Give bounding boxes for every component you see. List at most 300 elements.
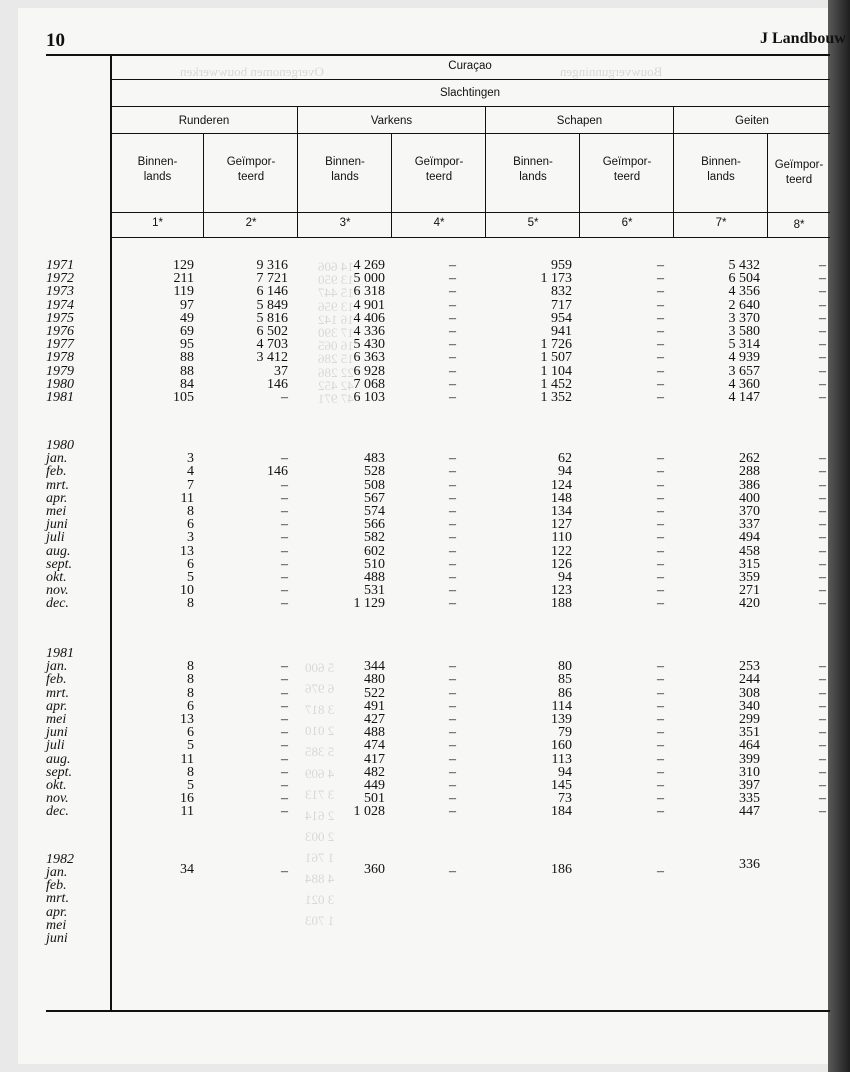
cell-varkens-binnenlands: 417 [364, 751, 385, 767]
bleed-through-number: 13 950 [318, 272, 354, 288]
cell-runderen-geimporteerd: 4 703 [256, 337, 288, 353]
cell-runderen-geimporteerd: – [281, 543, 288, 559]
cell-geiten-binnenlands: 337 [739, 517, 760, 533]
row-label-year: 1976 [46, 324, 74, 339]
subheader-binnenlands: Binnen- lands [137, 156, 178, 183]
cell-geiten-geimporteerd: – [819, 543, 826, 559]
cell-runderen-geimporteerd: 7 721 [256, 271, 288, 287]
cell-varkens-geimporteerd: – [449, 271, 456, 287]
cell-geiten-geimporteerd: – [819, 477, 826, 493]
bottom-rule [46, 1010, 830, 1012]
cell-schapen-binnenlands: 62 [558, 451, 572, 467]
cell-runderen-binnenlands: 3 [187, 451, 194, 467]
cell-geiten-geimporteerd: – [819, 791, 826, 807]
cell-schapen-binnenlands: 113 [551, 751, 572, 767]
cell-schapen-binnenlands: 73 [558, 791, 572, 807]
row-label-year: 1979 [46, 363, 74, 379]
cell-schapen-geimporteerd: – [657, 490, 664, 506]
cell-schapen-geimporteerd: – [657, 659, 664, 675]
cell-runderen-binnenlands: 5 [187, 738, 194, 754]
cell-runderen-geimporteerd: 6 146 [256, 284, 288, 300]
bleed-through-number: 2 003 [305, 828, 335, 844]
cell-schapen-geimporteerd: – [657, 350, 664, 366]
cell-runderen-geimporteerd: – [281, 712, 288, 727]
row-label-month: aug. [46, 751, 71, 767]
cell-geiten-geimporteerd: – [819, 451, 826, 467]
cell-varkens-geimporteerd: – [449, 556, 456, 572]
cell-runderen-geimporteerd: 146 [267, 376, 288, 392]
cell-geiten-geimporteerd: – [819, 271, 826, 287]
cell-geiten-binnenlands: 5 314 [728, 337, 760, 353]
cell-runderen-geimporteerd: – [281, 504, 288, 519]
cell-schapen-geimporteerd: – [657, 864, 664, 879]
cell-schapen-binnenlands: 959 [551, 258, 572, 273]
cell-schapen-binnenlands: 188 [551, 596, 572, 612]
cell-runderen-binnenlands: 5 [187, 778, 194, 793]
cell-runderen-geimporteerd: – [281, 764, 288, 780]
cell-schapen-binnenlands: 94 [558, 570, 572, 585]
cell-schapen-geimporteerd: – [657, 791, 664, 807]
row-label-month: dec. [46, 596, 69, 612]
cell-varkens-geimporteerd: – [449, 804, 456, 820]
cell-schapen-geimporteerd: – [657, 698, 664, 714]
cell-varkens-geimporteerd: – [449, 751, 456, 767]
row-label-year: 1981 [46, 390, 74, 405]
cell-schapen-geimporteerd: – [657, 672, 664, 688]
bleed-through-number: 16 065 [318, 338, 354, 354]
cell-varkens-geimporteerd: – [449, 284, 456, 300]
cell-schapen-geimporteerd: – [657, 271, 664, 287]
cell-geiten-geimporteerd: – [819, 376, 826, 392]
cell-schapen-binnenlands: 832 [551, 284, 572, 300]
cell-varkens-geimporteerd: – [449, 725, 456, 741]
cell-geiten-binnenlands: 335 [739, 791, 760, 807]
cell-runderen-binnenlands: 4 [187, 464, 194, 480]
cell-geiten-geimporteerd: – [819, 804, 826, 820]
subheader-rule [110, 212, 830, 213]
header-bottom-rule [110, 237, 830, 238]
cell-runderen-binnenlands: 8 [187, 596, 194, 612]
row-label-year: 1978 [46, 350, 74, 366]
cell-runderen-binnenlands: 7 [187, 477, 194, 493]
cell-varkens-binnenlands: 483 [364, 451, 385, 467]
cell-geiten-binnenlands: 447 [739, 804, 760, 820]
cell-schapen-geimporteerd: – [657, 258, 664, 273]
row-label-month: feb. [46, 878, 67, 894]
group-header-schapen: Schapen [556, 115, 603, 127]
cell-geiten-binnenlands: 3 370 [728, 310, 760, 326]
cell-runderen-geimporteerd: 146 [267, 464, 288, 480]
cell-geiten-geimporteerd: – [819, 596, 826, 612]
cell-varkens-binnenlands: 6 318 [353, 284, 385, 300]
column-number: 4* [433, 217, 445, 229]
cell-runderen-geimporteerd: 9 316 [256, 258, 288, 273]
cell-geiten-geimporteerd: – [819, 337, 826, 353]
cell-varkens-binnenlands: 1 028 [353, 804, 385, 820]
cell-runderen-binnenlands: 211 [173, 271, 194, 287]
cell-runderen-geimporteerd: 5 816 [256, 310, 288, 326]
cell-runderen-binnenlands: 88 [180, 350, 194, 366]
cell-geiten-binnenlands: 400 [739, 490, 760, 506]
cell-schapen-geimporteerd: – [657, 556, 664, 572]
cell-geiten-binnenlands: 359 [739, 570, 760, 585]
cell-schapen-binnenlands: 80 [558, 659, 572, 675]
cell-geiten-binnenlands: 399 [739, 751, 760, 767]
cell-schapen-binnenlands: 139 [551, 712, 572, 727]
cell-varkens-geimporteerd: – [449, 530, 456, 546]
cell-runderen-geimporteerd: – [281, 804, 288, 820]
cell-schapen-geimporteerd: – [657, 517, 664, 533]
cell-geiten-geimporteerd: – [819, 297, 826, 313]
cell-schapen-binnenlands: 85 [558, 672, 572, 688]
bleed-through-number: 42 452 [318, 377, 354, 393]
column-number: 2* [245, 217, 257, 229]
block-year-label: 1982 [46, 852, 74, 867]
cell-schapen-geimporteerd: – [657, 570, 664, 585]
bleed-through-heading: Overgenomen bouwwerken [180, 64, 324, 79]
cell-schapen-binnenlands: 1 726 [540, 337, 572, 353]
cell-geiten-binnenlands: 464 [739, 738, 760, 754]
cell-runderen-geimporteerd: – [281, 864, 288, 879]
cell-schapen-binnenlands: 110 [551, 530, 572, 546]
cell-runderen-binnenlands: 49 [180, 310, 194, 326]
cell-runderen-binnenlands: 16 [180, 791, 194, 807]
row-label-year: 1974 [46, 297, 74, 313]
cell-runderen-binnenlands: 105 [173, 390, 194, 405]
cell-schapen-geimporteerd: – [657, 376, 664, 392]
cell-runderen-geimporteerd: – [281, 685, 288, 701]
cell-geiten-binnenlands: 262 [739, 451, 760, 467]
cell-geiten-geimporteerd: – [819, 490, 826, 506]
cell-schapen-binnenlands: 94 [558, 764, 572, 780]
cell-varkens-geimporteerd: – [449, 363, 456, 379]
bleed-through-heading: Bouwvergunningen [560, 64, 663, 79]
subheader-geimporteerd: Geïmpor- teerd [414, 156, 464, 183]
row-label-month: juli [46, 738, 65, 754]
row-label-month: nov. [46, 583, 69, 599]
bleed-through-number: 2 010 [305, 723, 335, 739]
bleed-through-number: 3 713 [305, 786, 335, 802]
cell-runderen-binnenlands: 6 [187, 556, 194, 572]
cell-geiten-binnenlands: 494 [739, 530, 760, 546]
cell-geiten-binnenlands: 308 [739, 685, 760, 701]
bleed-through-number: 2 614 [305, 807, 335, 823]
cell-runderen-geimporteerd: – [281, 490, 288, 506]
cell-geiten-geimporteerd: – [819, 284, 826, 300]
row-label-month: mei [46, 504, 67, 519]
cell-runderen-geimporteerd: – [281, 672, 288, 688]
cell-schapen-geimporteerd: – [657, 363, 664, 379]
cell-varkens-geimporteerd: – [449, 258, 456, 273]
row-label-month: apr. [46, 904, 68, 920]
cell-varkens-binnenlands: 522 [364, 685, 385, 701]
page-number: 10 [46, 30, 65, 51]
cell-runderen-binnenlands: 119 [173, 284, 194, 300]
cell-schapen-geimporteerd: – [657, 530, 664, 546]
cell-schapen-geimporteerd: – [657, 725, 664, 741]
cell-varkens-binnenlands: 501 [364, 791, 385, 807]
cell-geiten-binnenlands: 3 580 [728, 324, 760, 339]
cell-varkens-geimporteerd: – [449, 864, 456, 879]
cell-geiten-binnenlands: 2 640 [728, 297, 760, 313]
cell-schapen-geimporteerd: – [657, 738, 664, 754]
cell-geiten-binnenlands: 420 [739, 596, 760, 612]
column-number: 3* [339, 217, 351, 229]
cell-schapen-binnenlands: 184 [551, 804, 572, 820]
cell-varkens-binnenlands: 5 430 [353, 337, 385, 353]
cell-varkens-binnenlands: 449 [364, 778, 385, 793]
cell-varkens-binnenlands: 6 363 [353, 350, 385, 366]
group-rule [110, 133, 830, 134]
column-number: 8* [793, 219, 805, 231]
cell-varkens-binnenlands: 7 068 [353, 376, 385, 392]
row-label-month: feb. [46, 464, 67, 480]
cell-geiten-binnenlands: 6 504 [728, 271, 760, 287]
row-label-month: jan. [46, 659, 68, 675]
cell-geiten-binnenlands: 4 360 [728, 376, 760, 392]
cell-varkens-geimporteerd: – [449, 698, 456, 714]
bleed-through-number: 4 609 [305, 765, 335, 781]
cell-geiten-geimporteerd: – [819, 530, 826, 546]
bleed-through-number: 15 286 [318, 351, 354, 367]
group-header-geiten: Geiten [735, 115, 769, 127]
cell-schapen-binnenlands: 1 352 [540, 390, 572, 405]
cell-varkens-binnenlands: 488 [364, 725, 385, 741]
row-label-month: okt. [46, 778, 67, 793]
cell-schapen-geimporteerd: – [657, 712, 664, 727]
cell-schapen-geimporteerd: – [657, 297, 664, 313]
cell-varkens-binnenlands: 1 129 [353, 596, 385, 612]
cell-varkens-geimporteerd: – [449, 685, 456, 701]
cell-runderen-binnenlands: 84 [180, 376, 194, 392]
subheader-binnenlands: Binnen- lands [513, 156, 553, 183]
cell-runderen-geimporteerd: – [281, 477, 288, 493]
cell-geiten-geimporteerd: – [819, 751, 826, 767]
cell-varkens-geimporteerd: – [449, 464, 456, 480]
cell-schapen-geimporteerd: – [657, 778, 664, 793]
cell-varkens-binnenlands: 531 [364, 583, 385, 599]
cell-varkens-geimporteerd: – [449, 390, 456, 405]
row-label-month: sept. [46, 556, 73, 572]
cell-runderen-geimporteerd: – [281, 659, 288, 675]
cell-geiten-geimporteerd: – [819, 659, 826, 675]
cell-varkens-geimporteerd: – [449, 490, 456, 506]
cell-geiten-binnenlands: 4 356 [728, 284, 760, 300]
cell-varkens-geimporteerd: – [449, 712, 456, 727]
group-header-runderen: Runderen [178, 115, 230, 127]
cell-schapen-geimporteerd: – [657, 804, 664, 820]
row-label-month: feb. [46, 672, 67, 688]
cell-geiten-binnenlands: 315 [739, 556, 760, 572]
cell-schapen-binnenlands: 148 [551, 490, 572, 506]
cell-geiten-geimporteerd: – [819, 390, 826, 405]
cell-geiten-binnenlands: 3 657 [728, 363, 760, 379]
subheader-geimporteerd: Geïmpor- teerd [774, 159, 824, 186]
cell-varkens-geimporteerd: – [449, 543, 456, 559]
cell-geiten-geimporteerd: – [819, 712, 826, 727]
cell-varkens-binnenlands: 360 [364, 862, 385, 877]
book-spine-shadow [828, 0, 850, 1072]
cell-varkens-binnenlands: 566 [364, 517, 385, 533]
cell-varkens-geimporteerd: – [449, 738, 456, 754]
cell-runderen-geimporteerd: – [281, 556, 288, 572]
cell-schapen-binnenlands: 124 [551, 477, 572, 493]
cell-varkens-binnenlands: 6 928 [353, 363, 385, 379]
row-label-month: mrt. [46, 891, 69, 907]
cell-varkens-binnenlands: 567 [364, 490, 385, 506]
cell-runderen-binnenlands: 11 [180, 490, 194, 506]
section-rule [110, 106, 830, 107]
cell-schapen-binnenlands: 160 [551, 738, 572, 754]
cell-varkens-binnenlands: 344 [364, 659, 385, 675]
cell-varkens-binnenlands: 510 [364, 556, 385, 572]
cell-varkens-geimporteerd: – [449, 337, 456, 353]
bleed-through-number: 13 956 [318, 298, 354, 314]
cell-runderen-geimporteerd: – [281, 570, 288, 585]
cell-geiten-binnenlands: 458 [739, 543, 760, 559]
cell-varkens-binnenlands: 582 [364, 530, 385, 546]
column-number: 1* [152, 217, 163, 229]
cell-geiten-geimporteerd: – [819, 725, 826, 741]
row-label-month: dec. [46, 804, 69, 820]
cell-runderen-binnenlands: 6 [187, 725, 194, 741]
cell-varkens-binnenlands: 474 [364, 738, 385, 754]
block-year-label: 1980 [46, 438, 74, 453]
cell-varkens-geimporteerd: – [449, 570, 456, 585]
cell-varkens-geimporteerd: – [449, 791, 456, 807]
cell-geiten-geimporteerd: – [819, 685, 826, 701]
row-label-month: aug. [46, 543, 71, 559]
row-label-month: okt. [46, 570, 67, 585]
cell-runderen-geimporteerd: – [281, 791, 288, 807]
cell-varkens-binnenlands: 6 103 [353, 390, 385, 405]
cell-schapen-binnenlands: 86 [558, 685, 572, 701]
cell-runderen-binnenlands: 8 [187, 764, 194, 780]
cell-geiten-geimporteerd: – [819, 764, 826, 780]
cell-runderen-binnenlands: 97 [180, 297, 194, 313]
row-label-month: juli [46, 530, 65, 546]
cell-runderen-binnenlands: 8 [187, 504, 194, 519]
cell-runderen-binnenlands: 6 [187, 698, 194, 714]
bleed-through-number: 5 600 [305, 660, 335, 675]
cell-varkens-geimporteerd: – [449, 504, 456, 519]
cell-varkens-binnenlands: 508 [364, 477, 385, 493]
row-label-month: jan. [46, 865, 68, 880]
cell-varkens-geimporteerd: – [449, 672, 456, 688]
bleed-through-number: 4 884 [305, 871, 335, 887]
cell-varkens-binnenlands: 488 [364, 570, 385, 585]
cell-schapen-geimporteerd: – [657, 583, 664, 599]
cell-schapen-binnenlands: 79 [558, 725, 572, 741]
row-label-month: juni [46, 517, 68, 533]
row-label-year: 1971 [46, 258, 74, 273]
cell-runderen-geimporteerd: – [281, 751, 288, 767]
bleed-through-number: 14 606 [318, 259, 354, 274]
cell-runderen-binnenlands: 6 [187, 517, 194, 533]
cell-geiten-binnenlands: 4 147 [728, 390, 760, 405]
cell-schapen-geimporteerd: – [657, 504, 664, 519]
cell-schapen-geimporteerd: – [657, 596, 664, 612]
cell-varkens-geimporteerd: – [449, 310, 456, 326]
cell-schapen-binnenlands: 1 173 [540, 271, 572, 287]
cell-varkens-binnenlands: 4 269 [353, 258, 385, 273]
row-label-month: mrt. [46, 477, 69, 493]
row-label-month: sept. [46, 764, 73, 780]
cell-geiten-geimporteerd: – [819, 698, 826, 714]
cell-varkens-geimporteerd: – [449, 376, 456, 392]
cell-schapen-geimporteerd: – [657, 685, 664, 701]
cell-varkens-binnenlands: 4 901 [353, 297, 385, 313]
region-rule [110, 79, 830, 80]
cell-varkens-geimporteerd: – [449, 778, 456, 793]
running-title: J Landbouw [760, 30, 846, 47]
row-label-month: juni [46, 725, 68, 741]
cell-schapen-binnenlands: 122 [551, 543, 572, 559]
cell-runderen-binnenlands: 88 [180, 363, 194, 379]
column-number: 7* [715, 217, 727, 229]
cell-schapen-binnenlands: 1 104 [540, 363, 572, 379]
cell-geiten-binnenlands: 340 [739, 698, 760, 714]
cell-varkens-binnenlands: 427 [364, 712, 385, 727]
bleed-through-number: 22 286 [318, 364, 354, 380]
cell-geiten-binnenlands: 397 [739, 778, 760, 793]
cell-runderen-binnenlands: 8 [187, 685, 194, 701]
cell-runderen-binnenlands: 69 [180, 324, 194, 339]
region-header: Curaçao [448, 60, 492, 72]
bleed-through-number: 15 447 [318, 285, 354, 301]
bleed-through-number: 47 971 [318, 391, 354, 406]
cell-geiten-binnenlands: 271 [739, 583, 760, 599]
cell-schapen-binnenlands: 1 452 [540, 376, 572, 392]
cell-schapen-binnenlands: 1 507 [540, 350, 572, 366]
cell-varkens-binnenlands: 574 [364, 504, 385, 519]
cell-schapen-geimporteerd: – [657, 337, 664, 353]
cell-runderen-geimporteerd: 5 849 [256, 297, 288, 313]
cell-runderen-geimporteerd: 37 [274, 363, 288, 379]
cell-varkens-geimporteerd: – [449, 297, 456, 313]
cell-varkens-binnenlands: 528 [364, 464, 385, 480]
cell-schapen-geimporteerd: – [657, 464, 664, 480]
cell-varkens-binnenlands: 491 [364, 698, 385, 714]
cell-geiten-binnenlands: 299 [739, 712, 760, 727]
cell-schapen-geimporteerd: – [657, 284, 664, 300]
cell-schapen-geimporteerd: – [657, 451, 664, 467]
cell-varkens-geimporteerd: – [449, 477, 456, 493]
group-header-varkens: Varkens [370, 115, 413, 127]
cell-geiten-geimporteerd: – [819, 778, 826, 793]
cell-varkens-binnenlands: 4 336 [353, 324, 385, 339]
cell-geiten-geimporteerd: – [819, 324, 826, 339]
cell-schapen-binnenlands: 941 [551, 324, 572, 339]
cell-geiten-geimporteerd: – [819, 310, 826, 326]
cell-schapen-geimporteerd: – [657, 310, 664, 326]
cell-schapen-geimporteerd: – [657, 477, 664, 493]
cell-runderen-binnenlands: 10 [180, 583, 194, 599]
row-label-month: apr. [46, 698, 68, 714]
subheader-binnenlands: Binnen- lands [325, 156, 365, 183]
cell-runderen-binnenlands: 11 [180, 751, 194, 767]
row-label-month: jan. [46, 451, 68, 467]
cell-runderen-geimporteerd: 3 412 [256, 350, 288, 366]
row-label-month: nov. [46, 791, 69, 807]
cell-geiten-geimporteerd: – [819, 517, 826, 533]
cell-runderen-binnenlands: 129 [173, 258, 194, 273]
cell-varkens-geimporteerd: – [449, 324, 456, 339]
cell-schapen-binnenlands: 127 [551, 517, 572, 533]
cell-geiten-geimporteerd: – [819, 672, 826, 688]
bleed-through-number: 5 385 [305, 744, 335, 760]
row-label-year: 1973 [46, 284, 74, 300]
